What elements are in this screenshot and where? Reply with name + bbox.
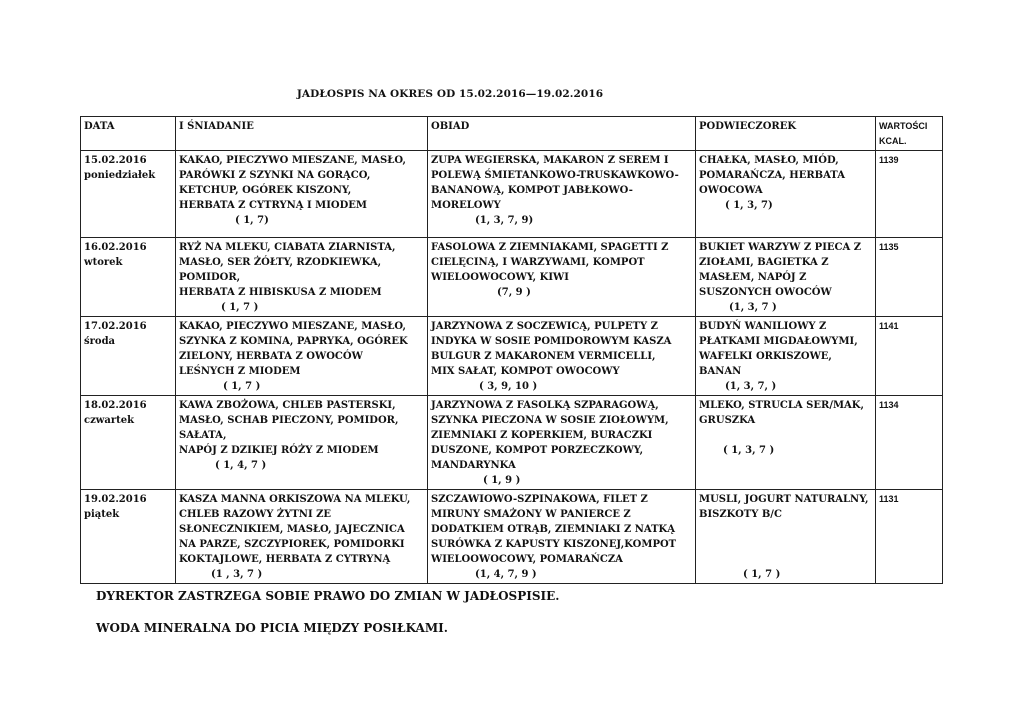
lunch-line: INDYKA W SOSIE POMIDOROWYM KASZA <box>431 336 672 347</box>
snack-cell <box>696 238 876 317</box>
snack-line: MUSLI, JOGURT NATURALNY, <box>699 494 869 505</box>
spacer <box>699 552 872 567</box>
snack-line: OWOCOWA <box>699 185 763 196</box>
date: 15.02.2016 <box>84 155 147 166</box>
lunch-line: WIELOOWOCOWY, POMARAŃCZA <box>431 554 623 565</box>
kcal-value: 1139 <box>879 155 899 165</box>
lunch-line: MIRUNY SMAŻONY W PANIERCE Z <box>431 509 631 520</box>
snack-line: BISZKOTY B/C <box>699 509 782 520</box>
spacer <box>699 428 872 443</box>
lunch-line: JARZYNOWA Z SOCZEWICĄ, PULPETY Z <box>431 321 658 332</box>
breakfast-line: SŁONECZNIKIEM, MASŁO, JAJECZNICA <box>179 524 405 535</box>
breakfast-line: HERBATA Z HIBISKUSA Z MIODEM <box>179 287 382 298</box>
menu-table <box>80 116 943 584</box>
lunch-line: SURÓWKA Z KAPUSTY KISZONEJ,KOMPOT <box>431 539 677 550</box>
snack-line: POMARAŃCZA, HERBATA <box>699 170 845 181</box>
snack-cell <box>696 317 876 396</box>
snack-line: CHAŁKA, MASŁO, MIÓD, <box>699 155 839 166</box>
date: 18.02.2016 <box>84 400 147 411</box>
breakfast-line: HERBATA Z CYTRYNĄ I MIODEM <box>179 200 368 211</box>
lunch-line: MIX SAŁAT, KOMPOT OWOCOWY <box>431 366 620 377</box>
spacer <box>699 522 872 537</box>
lunch-line: ZIEMNIAKI Z KOPERKIEM, BURACZKI <box>431 430 653 441</box>
lunch-line: WIELOOWOCOWY, KIWI <box>431 272 569 283</box>
date-cell <box>81 317 176 396</box>
footer-note-water: WODA MINERALNA DO PICIA MIĘDZY POSIŁKAMI. <box>96 621 448 635</box>
date: 16.02.2016 <box>84 242 147 253</box>
breakfast-line: KOKTAJLOWE, HERBATA Z CYTRYNĄ <box>179 554 391 565</box>
lunch-cell <box>428 317 696 396</box>
breakfast-line: SZYNKA Z KOMINA, PAPRYKA, OGÓREK <box>179 336 408 347</box>
breakfast-line: KAKAO, PIECZYWO MIESZANE, MASŁO, <box>179 155 406 166</box>
header-kcal-line1: WARTOŚCI <box>879 121 928 131</box>
header-date: DATA <box>81 117 176 151</box>
breakfast-line: POMIDOR, <box>179 272 241 283</box>
snack-allergens: ( 1, 7 ) <box>743 569 781 580</box>
breakfast-line: NAPÓJ Z DZIKIEJ RÓŻY Z MIODEM <box>179 445 379 456</box>
breakfast-line: ZIELONY, HERBATA Z OWOCÓW <box>179 351 363 362</box>
snack-line: MLEKO, STRUCLA SER/MAK, <box>699 400 864 411</box>
kcal-cell <box>876 396 943 490</box>
breakfast-line: RYŻ NA MLEKU, CIABATA ZIARNISTA, <box>179 242 396 253</box>
lunch-allergens: ( 3, 9, 10 ) <box>479 381 538 392</box>
breakfast-line: KAWA ZBOŻOWA, CHLEB PASTERSKI, <box>179 400 396 411</box>
weekday: wtorek <box>84 257 123 268</box>
breakfast-cell <box>176 490 428 584</box>
snack-cell <box>696 490 876 584</box>
breakfast-cell <box>176 317 428 396</box>
snack-line: PŁATKAMI MIGDAŁOWYMI, <box>699 336 858 347</box>
table-row <box>81 151 943 238</box>
spacer <box>699 537 872 552</box>
lunch-line: CIELĘCINĄ, I WARZYWAMI, KOMPOT <box>431 257 645 268</box>
kcal-value: 1135 <box>879 242 899 252</box>
breakfast-line: SAŁATA, <box>179 430 227 441</box>
lunch-line: MORELOWY <box>431 200 501 211</box>
lunch-allergens: (1, 4, 7, 9 ) <box>475 569 537 580</box>
breakfast-cell <box>176 151 428 238</box>
snack-allergens: (1, 3, 7, ) <box>725 381 777 392</box>
snack-line: SUSZONYCH OWOCÓW <box>699 287 832 298</box>
lunch-line: DODATKIEM OTRĄB, ZIEMNIAKI Z NATKĄ <box>431 524 676 535</box>
table-header-row <box>81 117 943 151</box>
snack-line: BANAN <box>699 366 742 377</box>
breakfast-line: KASZA MANNA ORKISZOWA NA MLEKU, <box>179 494 411 505</box>
header-lunch: OBIAD <box>428 117 696 151</box>
breakfast-line: NA PARZE, SZCZYPIOREK, POMIDORKI <box>179 539 405 550</box>
kcal-cell <box>876 317 943 396</box>
snack-line: MASŁEM, NAPÓJ Z <box>699 272 807 283</box>
header-kcal-line2: KCAL. <box>879 136 907 146</box>
snack-allergens: (1, 3, 7 ) <box>729 302 777 313</box>
header-snack: PODWIECZOREK <box>696 117 876 151</box>
lunch-line: SZCZAWIOWO-SZPINAKOWA, FILET Z <box>431 494 648 505</box>
lunch-line: BULGUR Z MAKARONEM VERMICELLI, <box>431 351 656 362</box>
lunch-line: FASOLOWA Z ZIEMNIAKAMI, SPAGETTI Z <box>431 242 669 253</box>
header-kcal <box>876 117 943 151</box>
date-cell <box>81 490 176 584</box>
breakfast-line: KETCHUP, OGÓREK KISZONY, <box>179 185 352 196</box>
snack-line: BUDYŃ WANILIOWY Z <box>699 321 827 332</box>
lunch-cell <box>428 396 696 490</box>
lunch-allergens: (7, 9 ) <box>497 287 531 298</box>
table-row <box>81 396 943 490</box>
lunch-line: POLEWĄ ŚMIETANKOWO-TRUSKAWKOWO- <box>431 170 679 181</box>
date-cell <box>81 151 176 238</box>
lunch-line: MANDARYNKA <box>431 460 516 471</box>
lunch-line: JARZYNOWA Z FASOLKĄ SZPARAGOWĄ, <box>431 400 659 411</box>
breakfast-line: PARÓWKI Z SZYNKI NA GORĄCO, <box>179 170 371 181</box>
lunch-allergens: (1, 3, 7, 9) <box>475 215 534 226</box>
snack-cell <box>696 396 876 490</box>
kcal-value: 1134 <box>879 400 899 410</box>
date-cell <box>81 396 176 490</box>
lunch-cell <box>428 151 696 238</box>
breakfast-allergens: ( 1, 7) <box>235 215 269 226</box>
snack-allergens: ( 1, 3, 7 ) <box>723 445 775 456</box>
breakfast-cell <box>176 238 428 317</box>
header-breakfast: I ŚNIADANIE <box>176 117 428 151</box>
kcal-value: 1131 <box>879 494 899 504</box>
breakfast-line: CHLEB RAZOWY ŻYTNI ZE <box>179 509 332 520</box>
breakfast-allergens: ( 1, 7 ) <box>221 302 259 313</box>
lunch-line: BANANOWĄ, KOMPOT JABŁKOWO- <box>431 185 633 196</box>
date: 19.02.2016 <box>84 494 147 505</box>
weekday: środa <box>84 336 116 347</box>
footer-note-changes: DYREKTOR ZASTRZEGA SOBIE PRAWO DO ZMIAN W JADŁOSPISIE. <box>96 589 560 603</box>
lunch-line: SZYNKA PIECZONA W SOSIE ZIOŁOWYM, <box>431 415 669 426</box>
lunch-allergens: ( 1, 9 ) <box>483 475 521 486</box>
lunch-cell <box>428 238 696 317</box>
kcal-cell <box>876 151 943 238</box>
breakfast-allergens: ( 1, 4, 7 ) <box>215 460 267 471</box>
snack-line: BUKIET WARZYW Z PIECA Z <box>699 242 861 253</box>
snack-line: ZIOŁAMI, BAGIETKA Z <box>699 257 829 268</box>
snack-line: WAFELKI ORKISZOWE, <box>699 351 832 362</box>
breakfast-allergens: ( 1, 7 ) <box>223 381 261 392</box>
weekday: czwartek <box>84 415 135 426</box>
snack-allergens: ( 1, 3, 7) <box>725 200 773 211</box>
breakfast-cell <box>176 396 428 490</box>
snack-cell <box>696 151 876 238</box>
breakfast-allergens: (1 , 3, 7 ) <box>211 569 263 580</box>
breakfast-line: KAKAO, PIECZYWO MIESZANE, MASŁO, <box>179 321 406 332</box>
snack-line: GRUSZKA <box>699 415 756 426</box>
table-row <box>81 317 943 396</box>
date-cell <box>81 238 176 317</box>
breakfast-line: MASŁO, SCHAB PIECZONY, POMIDOR, <box>179 415 399 426</box>
menu-title: JADŁOSPIS NA OKRES OD 15.02.2016—19.02.2016 <box>296 88 604 100</box>
breakfast-line: LEŚNYCH Z MIODEM <box>179 366 301 377</box>
table-row <box>81 238 943 317</box>
date: 17.02.2016 <box>84 321 147 332</box>
kcal-cell <box>876 490 943 584</box>
lunch-line: DUSZONE, KOMPOT PORZECZKOWY, <box>431 445 644 456</box>
weekday: piątek <box>84 509 120 520</box>
table-row <box>81 490 943 584</box>
lunch-line: ZUPA WEGIERSKA, MAKARON Z SEREM I <box>431 155 669 166</box>
kcal-value: 1141 <box>879 321 899 331</box>
kcal-cell <box>876 238 943 317</box>
weekday: poniedziałek <box>84 170 156 181</box>
lunch-cell <box>428 490 696 584</box>
breakfast-line: MASŁO, SER ŻÓŁTY, RZODKIEWKA, <box>179 257 382 268</box>
